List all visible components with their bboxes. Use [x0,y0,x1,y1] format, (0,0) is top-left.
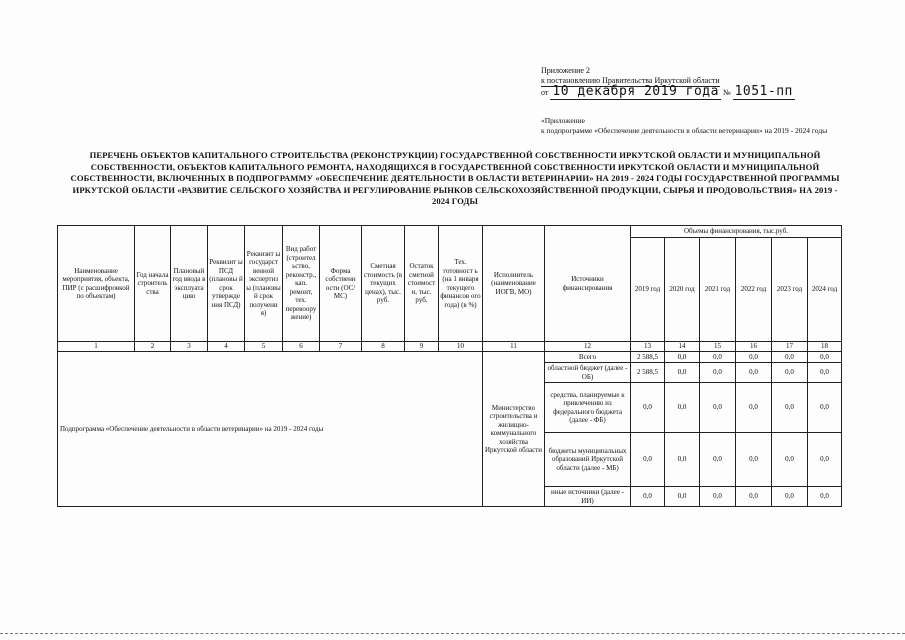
appendix-note [541,116,831,135]
column-number: 11 [483,342,545,352]
column-number: 2 [135,342,171,352]
source-cell: бюджеты муниципальных образований Иркутской области (далее - МБ) [545,433,631,487]
header-number: 1051-пп [734,84,793,99]
value-cell: 0,0 [772,433,808,487]
value-cell: 0,0 [665,383,700,433]
value-cell: 0,0 [772,383,808,433]
value-cell: 0,0 [700,363,736,383]
col-header-remainder: Остаток сметной стоимост и, тыс. руб. [405,226,439,342]
value-cell: 0,0 [631,487,665,507]
col-header-estimate: Сметная стоимость (в текущих ценах), тыс. руб. [362,226,405,342]
col-header-year: 2023 год [772,238,808,342]
value-cell: 0,0 [665,363,700,383]
value-cell: 0,0 [736,383,772,433]
col-header-year: 2019 год [631,238,665,342]
table-row [58,352,842,363]
value-cell: 0,0 [736,487,772,507]
value-cell: 0,0 [631,433,665,487]
value-cell: 0,0 [808,352,842,363]
value-cell: 0,0 [665,352,700,363]
column-number: 1 [58,342,135,352]
value-cell: 0,0 [772,363,808,383]
source-cell: средства, планируемые к привлечению из федерального бюджета (далее - ФБ) [545,383,631,433]
value-cell: 0,0 [736,352,772,363]
col-header-year: 2024 год [808,238,842,342]
subprogram-cell: Подпрограмма «Обеспечение деятельности в области ветеринарии» на 2019 - 2024 годы [58,352,483,507]
column-number: 15 [700,342,736,352]
col-header-expertise: Реквизит ы государст венной экспертиз ы (плановы й срок получени я) [245,226,283,342]
value-cell: 0,0 [736,363,772,383]
scan-edge-line [0,633,905,636]
value-cell: 0,0 [700,433,736,487]
col-header-name: Наименование мероприятия, объекта, ПИР (с расшифровкой по объектам) [58,226,135,342]
value-cell: 0,0 [808,487,842,507]
header-decree-text: к постановлению Правительства Иркутской области [541,76,720,85]
col-header-psd: Реквизит ы ПСД (плановы й срок утвержде ния ПСД) [208,226,245,342]
header-ot: от [541,88,549,97]
executor-cell: Министерство строительства и жилищно-коммунального хозяйства Иркутской области [483,352,545,507]
column-number: 14 [665,342,700,352]
col-header-year: 2022 год [736,238,772,342]
value-cell: 0,0 [700,487,736,507]
col-header-ownership: Форма собственн ости (ОС/МС) [320,226,362,342]
column-number: 18 [808,342,842,352]
value-cell: 0,0 [772,487,808,507]
column-number: 7 [320,342,362,352]
column-number: 6 [283,342,320,352]
value-cell: 0,0 [808,383,842,433]
appendix-line1: «Приложение [541,116,586,125]
column-number: 17 [772,342,808,352]
col-header-start-year: Год начала строитель ства [135,226,171,342]
column-number: 9 [405,342,439,352]
value-cell: 0,0 [700,383,736,433]
value-cell: 0,0 [736,433,772,487]
column-number: 13 [631,342,665,352]
header-number-sign: № [722,88,731,97]
col-header-executor: Исполнитель (наименование ИОГВ, МО) [483,226,545,342]
column-number: 5 [245,342,283,352]
column-number: 12 [545,342,631,352]
col-header-year: 2021 год [700,238,736,342]
column-numbers-row [58,342,842,352]
value-cell: 0,0 [665,433,700,487]
appendix-line2: к подпрограмме «Обеспечение деятельности в области ветеринарии» на 2019 - 2024 годы [541,125,828,135]
column-number: 10 [439,342,483,352]
document-header [541,66,841,98]
column-number: 4 [208,342,245,352]
objects-table [57,225,842,507]
value-cell: 0,0 [665,487,700,507]
col-header-year: 2020 год [665,238,700,342]
header-line1: Приложение 2 [541,66,590,75]
col-header-readiness: Тех. готовност ь (на 1 января текущего финансов ого года) (в %) [439,226,483,342]
header-date: 10 декабря 2019 года [552,84,719,99]
col-header-sources: Источники финансирования [545,226,631,342]
header-date-line [541,84,841,99]
value-cell: 0,0 [700,352,736,363]
value-cell: 0,0 [808,363,842,383]
col-header-volumes: Объемы финансирования, тыс.руб. [631,226,842,238]
value-cell: 0,0 [808,433,842,487]
source-cell: областной бюджет (далее - ОБ) [545,363,631,383]
column-number: 16 [736,342,772,352]
value-cell: 2 588,5 [631,352,665,363]
col-header-plan-year: Плановый год ввода в эксплуата цию [171,226,208,342]
column-number: 3 [171,342,208,352]
column-number: 8 [362,342,405,352]
value-cell: 0,0 [772,352,808,363]
source-cell: иные источники (далее - ИИ) [545,487,631,507]
value-cell: 2 588,5 [631,363,665,383]
source-cell: Всего [545,352,631,363]
col-header-work-type: Вид работ (строител ьство, реконстр., кап. ремонт, тех. перевоору жение) [283,226,320,342]
document-title: ПЕРЕЧЕНЬ ОБЪЕКТОВ КАПИТАЛЬНОГО СТРОИТЕЛЬСТВА (РЕКОНСТРУКЦИИ) ГОСУДАРСТВЕННОЙ СОБСТВЕННОСТИ ИРКУТСКОЙ ОБЛАСТИ И МУНИЦИПАЛЬНОЙ СОБСТВЕННОСТИ, ОБЪЕКТОВ КАПИТАЛЬНОГО РЕМОНТА, НАХОДЯЩИХСЯ В ГОСУДАРСТВЕННОЙ СОБСТВЕННОСТИ ИРКУТСКОЙ ОБЛАСТИ И МУНИЦИПАЛЬНОЙ СОБСТВЕННОСТИ, ВКЛЮЧЕННЫХ В ПОДПРОГРАММУ «ОБЕСПЕЧЕНИЕ ДЕЯТЕЛЬНОСТИ В ОБЛАСТИ ВЕТЕРИНАРИИ» НА 2019 - 2024 ГОДЫ ГОСУДАРСТВЕННОЙ ПРОГРАММЫ ИРКУТСКОЙ ОБЛАСТИ «РАЗВИТИЕ СЕЛЬСКОГО ХОЗЯЙСТВА И РЕГУЛИРОВАНИЕ РЫНКОВ СЕЛЬСКОХОЗЯЙСТВЕННОЙ ПРОДУКЦИИ, СЫРЬЯ И ПРОДОВОЛЬСТВИЯ» НА 2019 - 2024 ГОДЫ [70,150,840,206]
value-cell: 0,0 [631,383,665,433]
